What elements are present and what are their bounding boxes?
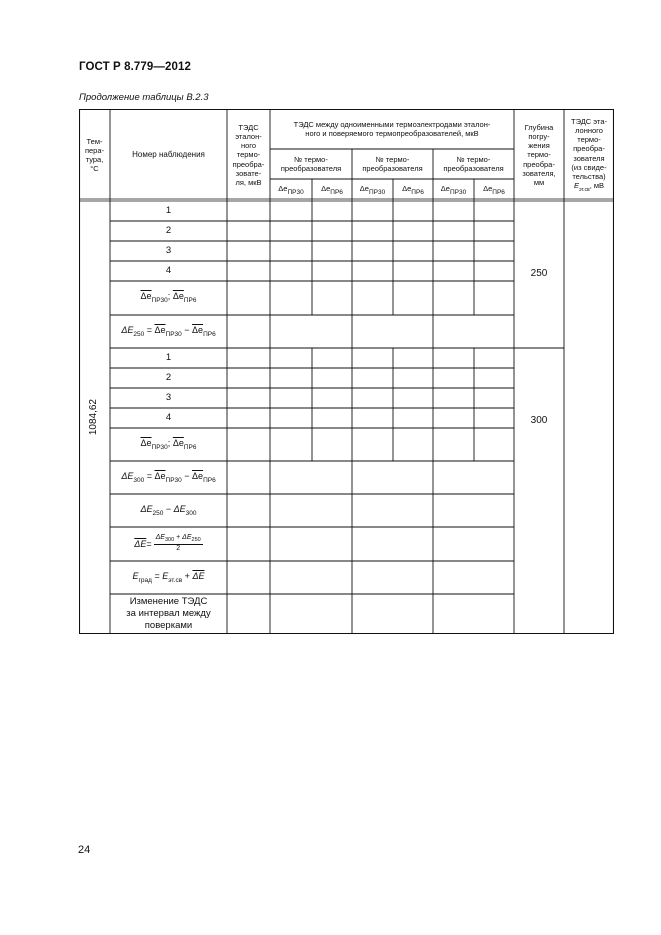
delta-e-250-formula: $\Delta E_{250} = \overline{\Delta e}_{ПР30} - \overline{\Delta e}_{ПР6}$ — [121, 324, 216, 338]
header-depth-lines — [522, 123, 555, 187]
text-line: лонного — [575, 126, 603, 136]
header-observation-number: Номер наблюдения — [132, 150, 205, 160]
header-converter-3 — [433, 149, 514, 179]
text-line: ного — [240, 141, 257, 151]
text-line: термо- — [236, 150, 261, 160]
mean-delta-e-formula: $\overline{\Delta e}_{ПР30}$; $\overline{\Delta e}_{ПР6}$ — [140, 437, 197, 451]
header-delta-e-pr6-2: $\Delta e_{ПР6}$ — [402, 183, 424, 196]
header-tedc-certificate: ТЭДС эта- лонного термо- преобра- зователя (из свиде- тельства) $E_{эт.св}$, мВ — [571, 116, 607, 193]
text-line: пера- — [84, 145, 105, 155]
text-line: эталон- — [235, 132, 262, 142]
header-converter-lines — [443, 155, 503, 173]
delta-e-difference-formula: $\Delta E_{250} - \Delta E_{300}$ — [140, 503, 197, 517]
header-tedc-between — [270, 109, 514, 149]
text-line: ного и поверяемого термопреобразователей, мкВ — [305, 129, 479, 138]
text-line: № термо- — [375, 154, 410, 164]
header-converter-lines — [362, 155, 422, 173]
header-delta-e-pr30-2: $\Delta e_{ПР30}$ — [359, 183, 386, 196]
header-converter-1 — [270, 149, 352, 179]
text-line: № термо- — [294, 154, 328, 164]
observation-number: 3 — [165, 392, 172, 404]
text-line: термо- — [577, 135, 601, 145]
header-delta-e-pr6-3: $\Delta e_{ПР6}$ — [483, 183, 505, 196]
header-temperature — [79, 109, 110, 201]
text-line: термо- — [527, 150, 551, 160]
delta-e-300-formula: $\Delta E_{300} = \overline{\Delta e}_{ПР30} - \overline{\Delta e}_{ПР6}$ — [121, 470, 216, 484]
header-tedc-between-lines — [294, 120, 491, 138]
depth-value-250: 250 — [530, 268, 548, 280]
table-caption: Продолжение таблицы В.2.3 — [79, 92, 209, 103]
text-line: °С — [90, 164, 99, 174]
mean-delta-e-formula: $\overline{\Delta e}_{ПР30}$; $\overline{\Delta e}_{ПР6}$ — [140, 291, 197, 305]
header-temperature-lines — [85, 137, 104, 174]
text-line: мм — [533, 177, 545, 187]
text-line: ТЭДС — [238, 123, 259, 132]
text-line: зователя — [573, 153, 605, 163]
temperature-value: 1084,62 — [88, 399, 100, 436]
text-line: № термо- — [456, 154, 491, 164]
text-line: зовате- — [235, 168, 262, 178]
text-line: преобра- — [523, 159, 555, 169]
text-line: преобразователя — [280, 164, 342, 173]
observation-number: 4 — [165, 265, 172, 277]
measurement-table — [79, 109, 614, 634]
header-delta-e-pr30-3: $\Delta e_{ПР30}$ — [440, 183, 467, 196]
text-line: зователя, — [522, 168, 556, 178]
header-tedc-reference-lines — [233, 123, 265, 187]
observation-number: 4 — [165, 412, 172, 424]
header-tedc-reference — [227, 109, 270, 201]
depth-value-300: 300 — [530, 414, 548, 426]
text-line: Глубина — [524, 123, 554, 132]
text-line: тура, — [85, 155, 104, 164]
tedc-change-lines — [126, 596, 210, 632]
observation-number: 1 — [165, 205, 172, 217]
tedc-change-label — [110, 594, 227, 634]
document-standard-title: ГОСТ Р 8.779—2012 — [79, 61, 191, 73]
text-line: поверками — [144, 619, 193, 631]
text-line: преобразователя — [362, 164, 423, 173]
observation-number: 1 — [165, 352, 172, 364]
mean-delta-e-total-formula: $\overline{\Delta E}$ = $\frac{\Delta E_{300} + \Delta E_{250}}{2}$ — [134, 534, 201, 553]
observation-number: 2 — [165, 372, 172, 384]
text-line: преобразователя — [443, 164, 504, 173]
header-tedc-certificate-lines — [571, 117, 607, 181]
text-line: ля, мкВ — [235, 177, 262, 187]
header-converter-lines — [281, 155, 341, 173]
text-line: (из свиде- — [571, 162, 607, 172]
header-converter-2 — [352, 149, 433, 179]
text-line: ТЭДС между одноименными термоэлектродами эталон- — [293, 119, 491, 129]
header-depth — [514, 109, 564, 201]
header-delta-e-pr6-1: $\Delta e_{ПР6}$ — [321, 183, 343, 196]
text-line: погру- — [528, 132, 550, 142]
page-number: 24 — [78, 844, 91, 856]
text-line: тельства) — [572, 171, 606, 181]
observation-number: 3 — [165, 245, 172, 257]
e-grad-formula: $E_{град} = E_{эт.св} + \overline{\Delta E}$ — [132, 570, 205, 584]
text-line: Тем- — [86, 136, 103, 146]
text-line: преобра- — [232, 159, 265, 169]
text-line: Изменение ТЭДС — [129, 596, 208, 608]
text-line: жения — [528, 141, 550, 151]
text-line: ТЭДС эта- — [571, 116, 607, 126]
text-line: за интервал между — [126, 608, 211, 620]
text-line: преобра- — [573, 144, 605, 154]
header-delta-e-pr30-1: $\Delta e_{ПР30}$ — [278, 183, 304, 196]
observation-number: 2 — [165, 225, 172, 237]
